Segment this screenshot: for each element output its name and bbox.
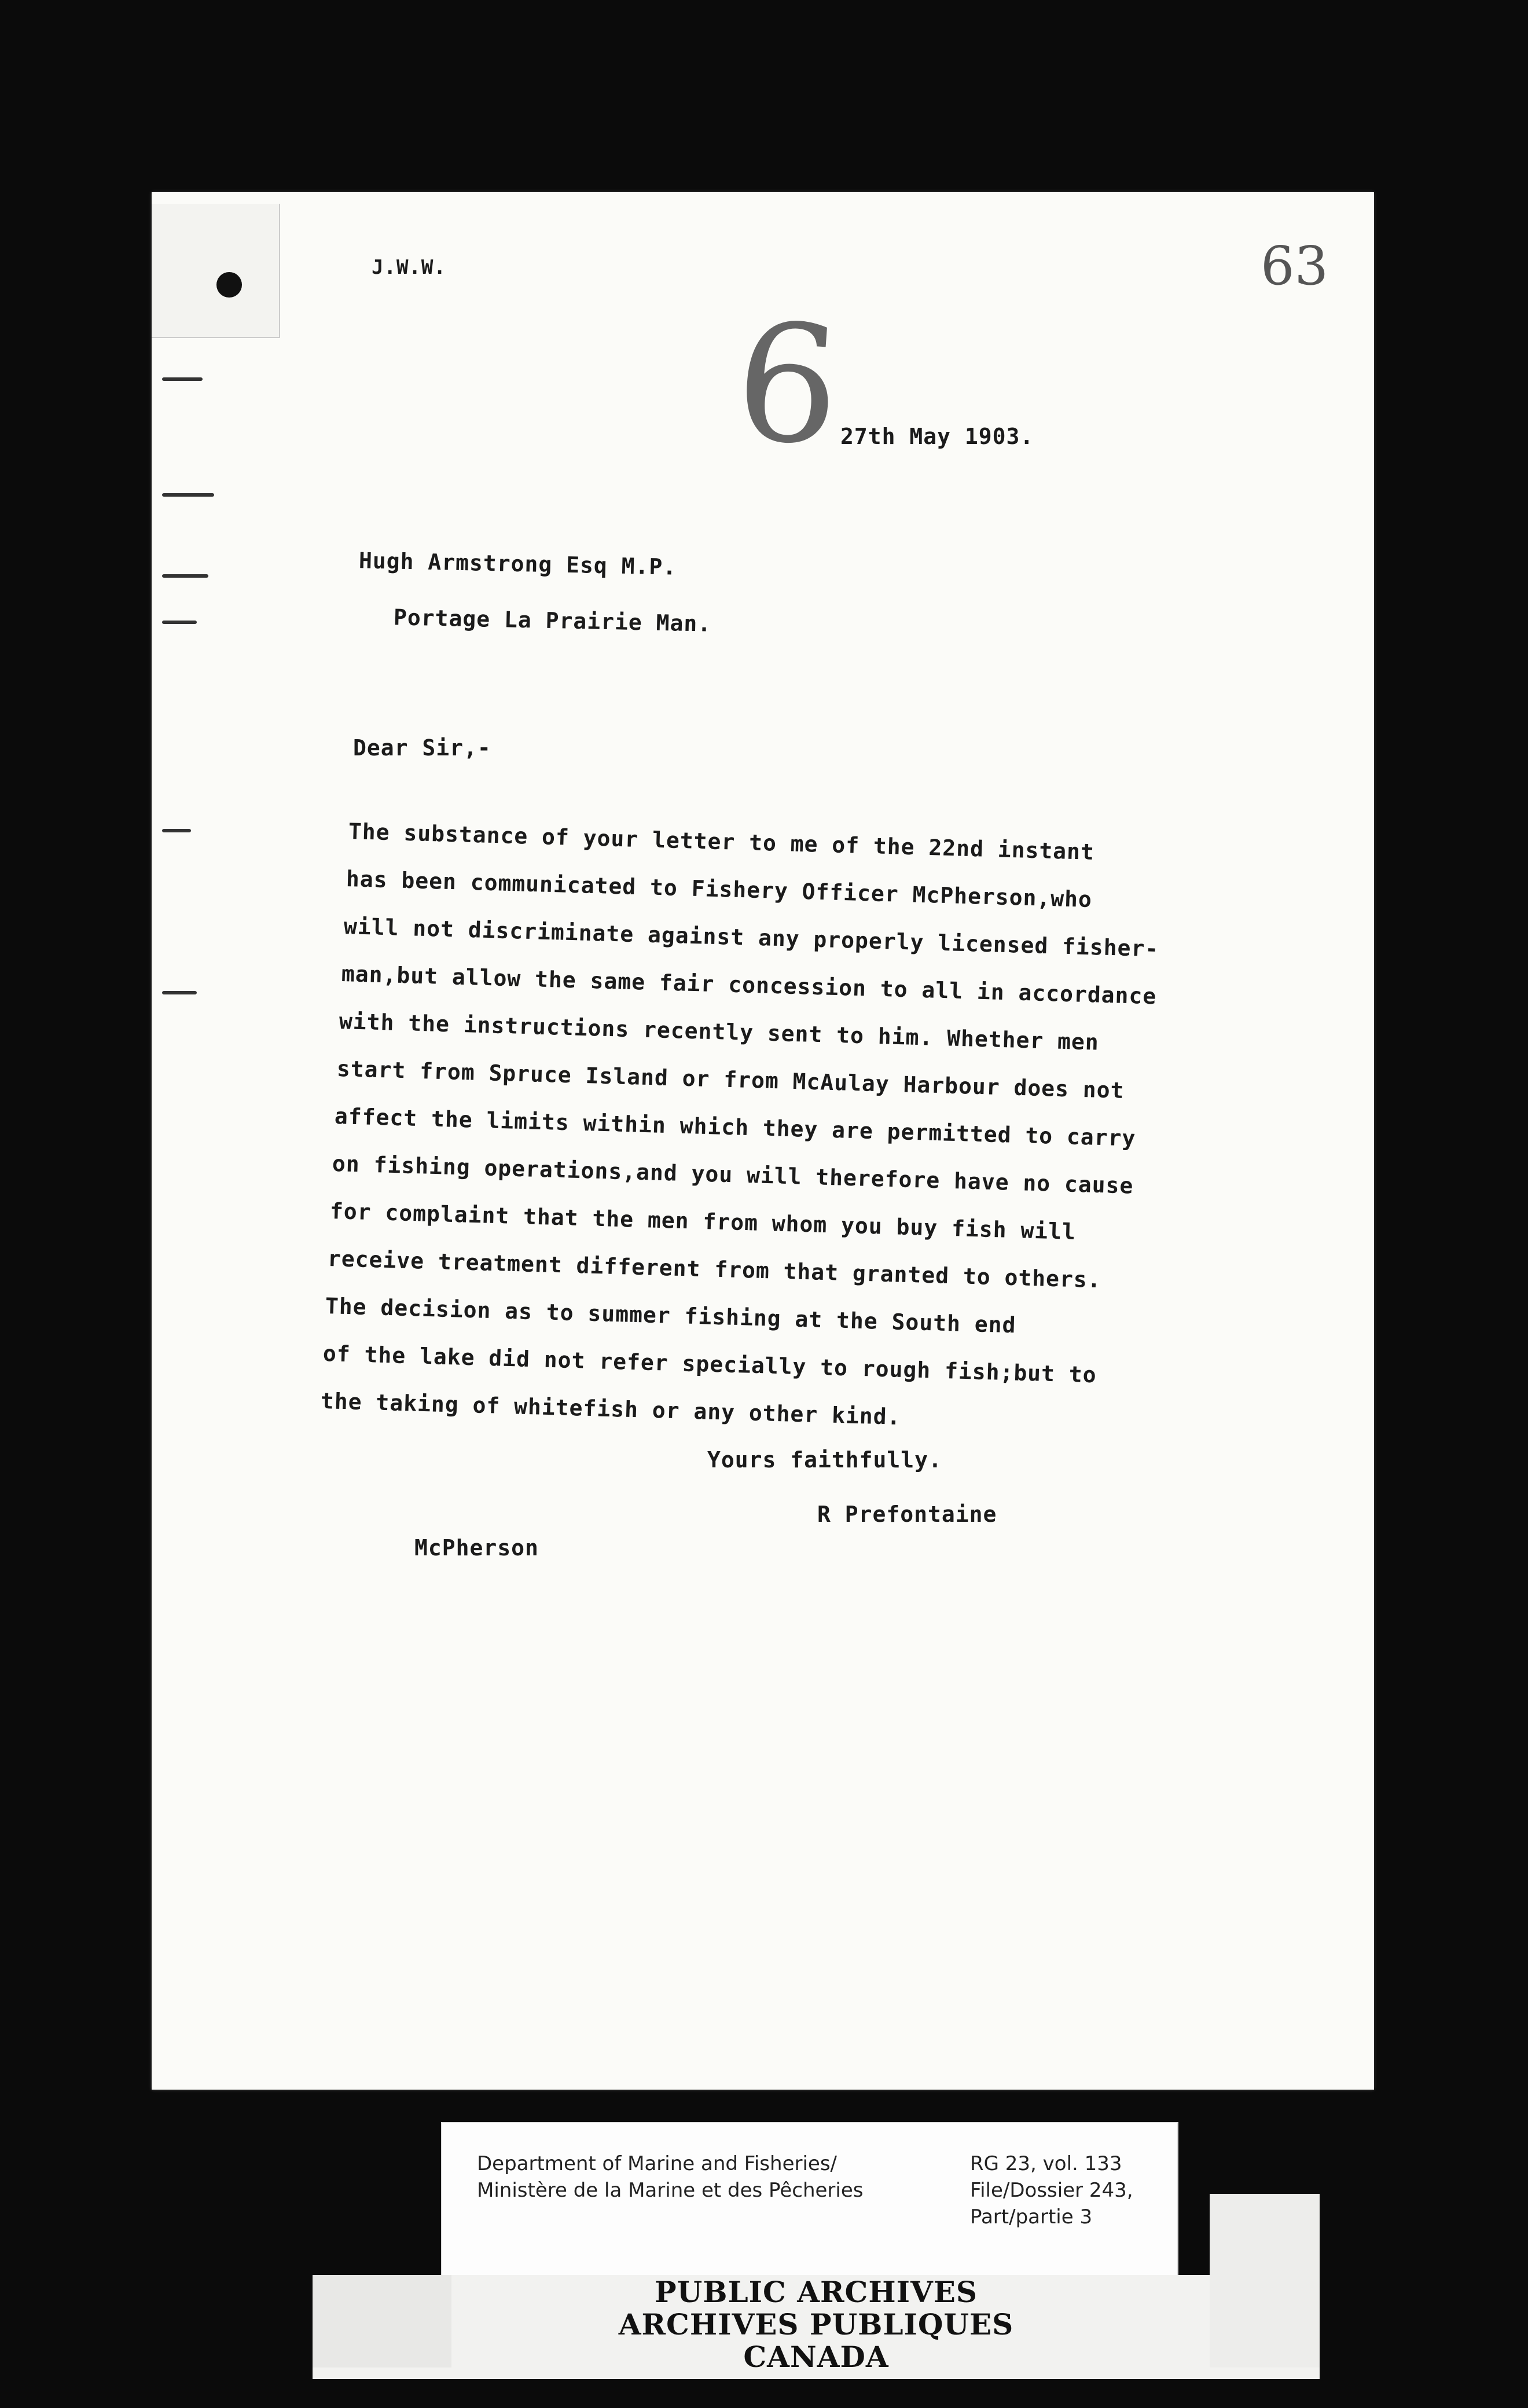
letter-date: 27th May 1903. [840, 424, 1034, 449]
body-line: start from Spruce Island or from McAulay Harbour does not [336, 1056, 1125, 1103]
body-line: man,but allow the same fair concession to all in accordance [341, 961, 1157, 1010]
edge-mark [162, 377, 203, 381]
signature: R Prefontaine [817, 1502, 997, 1527]
file-number: File/Dossier 243, [970, 2179, 1133, 2202]
record-group: RG 23, vol. 133 [970, 2152, 1122, 2175]
body-line: receive treatment different from that granted to others. [327, 1246, 1102, 1293]
salutation: Dear Sir,- [353, 735, 491, 761]
body-line: of the lake did not refer specially to rough fish;but to [322, 1341, 1097, 1388]
edge-mark [162, 829, 191, 832]
letter-page [152, 192, 1374, 2090]
copy-to: McPherson [414, 1535, 539, 1561]
body-line: with the instructions recently sent to him. Whether men [339, 1008, 1100, 1055]
edge-mark [162, 621, 197, 624]
archive-label [441, 2122, 1178, 2281]
page-number: 63 [1261, 235, 1329, 297]
punch-hole [216, 272, 242, 298]
archives-stamp [313, 2275, 1320, 2379]
body-line: affect the limits within which they are permitted to carry [334, 1103, 1136, 1151]
edge-mark [162, 574, 208, 578]
body-line: on fishing operations,and you will therefore have no cause [332, 1151, 1134, 1199]
stamp-line-2: ARCHIVES PUBLIQUES [618, 2307, 1014, 2341]
body-line: for complaint that the men from whom you buy fish will [329, 1198, 1077, 1245]
stamp-line-1: PUBLIC ARCHIVES [655, 2275, 978, 2309]
typist-initials: J.W.W. [372, 256, 446, 279]
stamp-line-3: CANADA [743, 2340, 889, 2374]
edge-mark [162, 991, 197, 994]
paper-patch [152, 204, 280, 338]
body-line: the taking of whitefish or any other kind. [320, 1388, 902, 1430]
edge-mark [162, 493, 214, 497]
closing: Yours faithfully. [707, 1447, 942, 1473]
department-fr: Ministère de la Marine et des Pêcheries [477, 2179, 864, 2202]
addressee-place: Portage La Prairie Man. [393, 604, 712, 637]
body-line: will not discriminate against any properly licensed fisher- [343, 913, 1159, 962]
department-en: Department of Marine and Fisheries/ [477, 2152, 837, 2175]
body-line: The substance of your letter to me of the 22nd instant [348, 818, 1095, 865]
body-line: has been communicated to Fishery Officer McPherson,who [346, 866, 1093, 912]
addressee-name: Hugh Armstrong Esq M.P. [358, 548, 677, 580]
body-line: The decision as to summer fishing at the South end [325, 1293, 1017, 1338]
handwritten-note: 6 [729, 287, 846, 483]
part-number: Part/partie 3 [970, 2205, 1093, 2229]
